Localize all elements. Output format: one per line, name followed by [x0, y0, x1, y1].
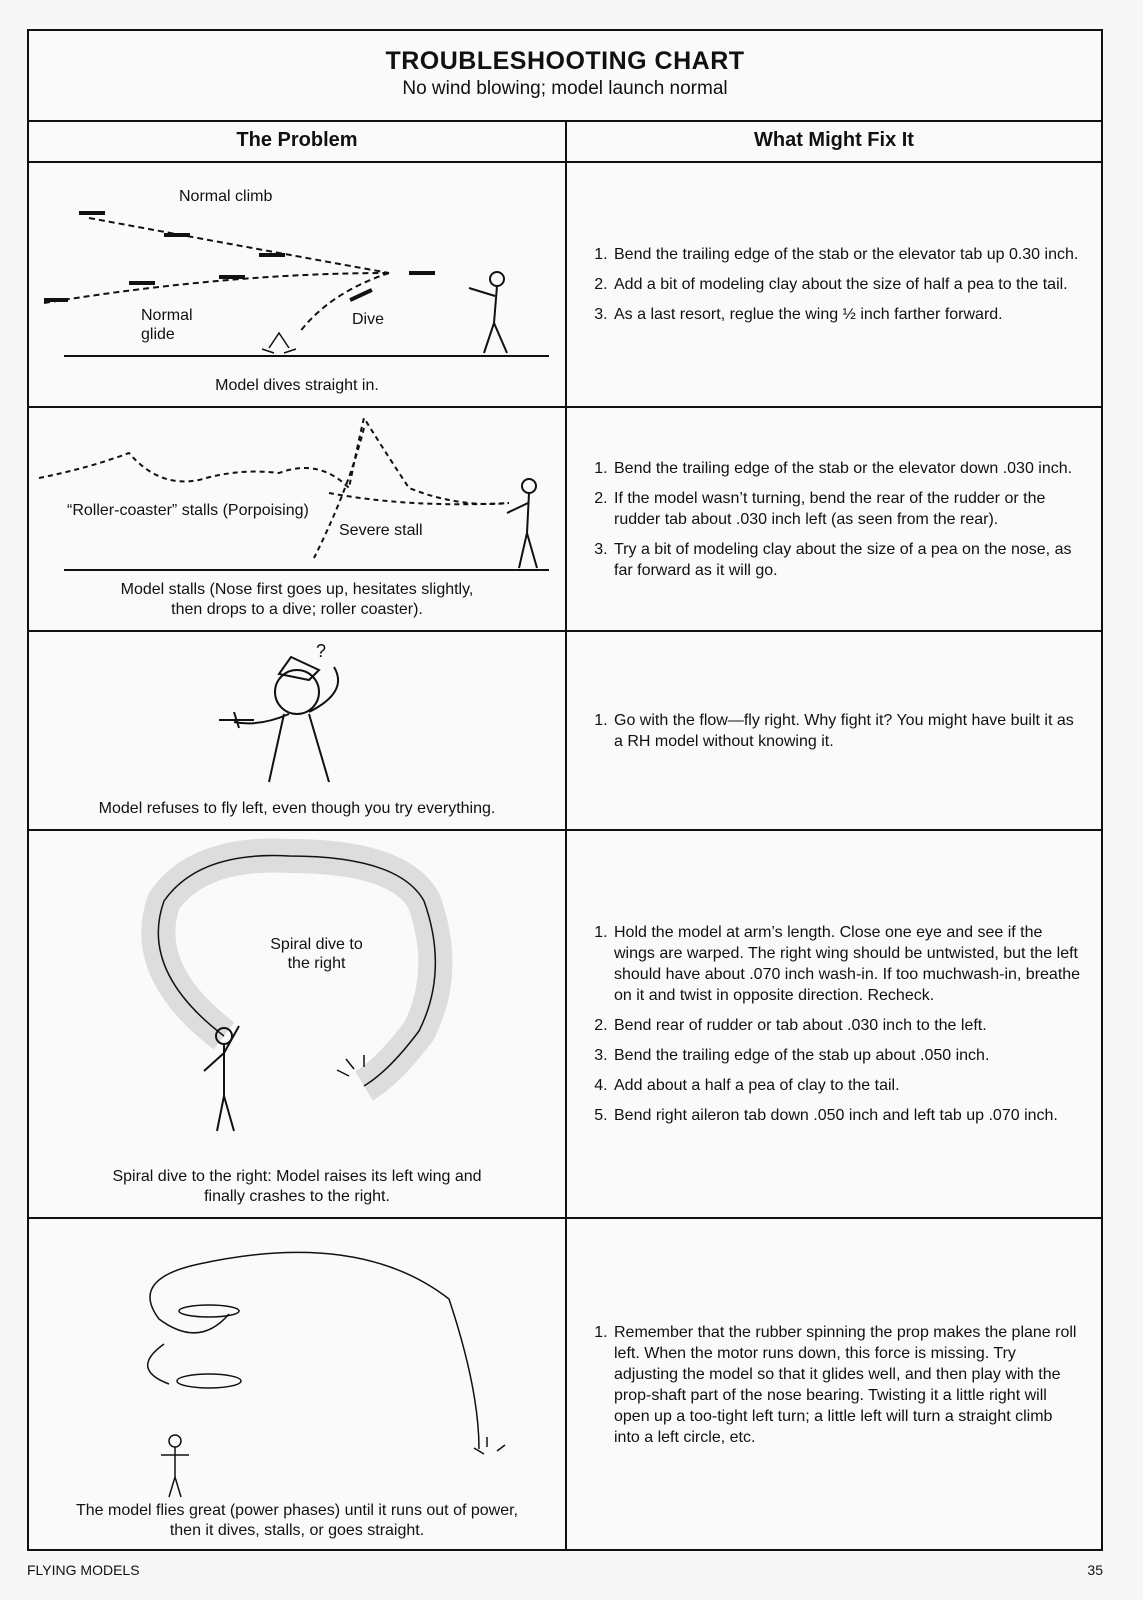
fix-item: 3. Bend the trailing edge of the stab up about .050 inch.	[612, 1045, 1081, 1066]
header-fix: What Might Fix It	[567, 120, 1101, 163]
fix-cell-right-only	[567, 632, 1101, 829]
fix-list	[567, 458, 1101, 581]
troubleshooting-chart	[27, 29, 1103, 1551]
fix-item: 1. Remember that the rubber spinning the prop makes the plane roll left. When the motor runs down, this force is missing. Try adjusting the model so that it glides well, and then play with the prop-shaft part of the nose bearing. Twisting it a little right will open up a too-tight left turn; a little left will turn a straight climb into a left circle, etc.	[612, 1322, 1081, 1448]
problem-caption: Model dives straight in.	[215, 377, 379, 394]
label-spiral-dive: Spiral dive to the right	[270, 936, 363, 972]
problem-cell-right-only	[29, 632, 565, 829]
dive-illustration	[29, 163, 565, 406]
label-normal-climb: Normal climb	[179, 188, 273, 205]
fix-item: 1. Go with the flow—fly right. Why fight it? You might have built it as a RH model without knowing it.	[612, 710, 1081, 752]
fix-item: 4. Add about a half a pea of clay to the tail.	[612, 1075, 1081, 1096]
fix-cell-power	[567, 1219, 1101, 1551]
label-roller-coaster: “Roller-coaster” stalls (Porpoising)	[67, 502, 309, 519]
fix-item: 1. Bend the trailing edge of the stab or the elevator down .030 inch.	[612, 458, 1081, 479]
page-number: 35	[1087, 1562, 1103, 1578]
problem-cell-power	[29, 1219, 565, 1551]
fix-cell-stall	[567, 408, 1101, 630]
problem-caption: Spiral dive to the right: Model raises its left wing and finally crashes to the right.	[112, 1168, 482, 1205]
fix-cell-dive	[567, 163, 1101, 406]
header-problem: The Problem	[29, 120, 565, 163]
label-severe-stall: Severe stall	[339, 522, 423, 539]
problem-caption: Model refuses to fly left, even though you try everything.	[98, 800, 496, 817]
svg-text:?: ?	[316, 641, 327, 661]
problem-cell-stall	[29, 408, 565, 630]
problem-caption: Model stalls (Nose first goes up, hesitates slightly, then drops to a dive; roller coaster).	[120, 581, 474, 618]
fix-item: 1. Hold the model at arm’s length. Close one eye and see if the wings are warped. The right wing should be untwisted, but the left should have about .070 inch wash-in. If too muchwash-in, breathe on it and twist in opposite direction. Recheck.	[612, 922, 1081, 1006]
fix-item: 1. Bend the trailing edge of the stab or the elevator tab up 0.30 inch.	[612, 244, 1078, 265]
fix-list	[567, 710, 1101, 752]
label-dive: Dive	[352, 311, 385, 328]
fix-cell-spiral	[567, 831, 1101, 1217]
chart-subtitle: No wind blowing; model launch normal	[402, 78, 728, 99]
fix-list	[567, 244, 1098, 325]
problem-cell-spiral	[29, 831, 565, 1217]
label-normal-glide: Normal glide	[141, 307, 193, 343]
fix-item: 2. If the model wasn’t turning, bend the rear of the rudder or the rudder tab about .030 inch left (as seen from the rear).	[612, 488, 1081, 530]
problem-caption: The model flies great (power phases) until it runs out of power, then it dives, stalls, or goes straight.	[76, 1502, 518, 1539]
problem-cell-dive	[29, 163, 565, 406]
person-icon	[507, 479, 537, 568]
fix-item: 5. Bend right aileron tab down .050 inch and left tab up .070 inch.	[612, 1105, 1081, 1126]
chart-title: TROUBLESHOOTING CHART	[385, 47, 745, 75]
fix-list	[567, 1322, 1101, 1448]
fix-item: 3. Try a bit of modeling clay about the size of a pea on the nose, as far forward as it will go.	[612, 539, 1081, 581]
person-icon	[469, 272, 507, 353]
spiral-dive-illustration	[29, 831, 565, 1217]
fix-item: 3. As a last resort, reglue the wing ½ inch farther forward.	[612, 304, 1078, 325]
title-box	[29, 31, 1101, 122]
fix-item: 2. Add a bit of modeling clay about the size of half a pea to the tail.	[612, 274, 1078, 295]
fix-item: 2. Bend rear of rudder or tab about .030 inch to the left.	[612, 1015, 1081, 1036]
fix-list	[567, 922, 1101, 1126]
footer-publication: FLYING MODELS	[27, 1562, 140, 1578]
